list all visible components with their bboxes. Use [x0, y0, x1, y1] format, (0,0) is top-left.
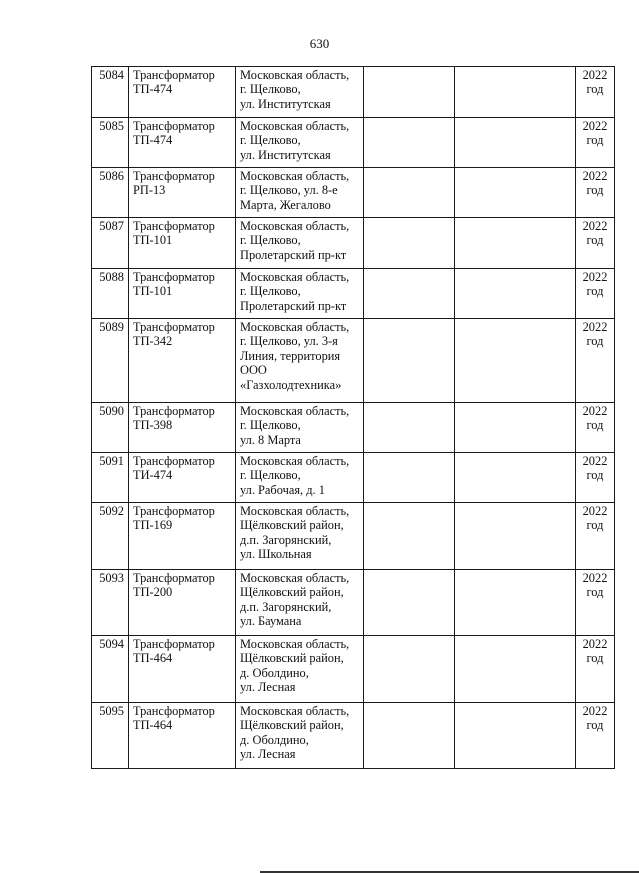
empty-cell: [455, 703, 576, 769]
object-name-cell: Трансформатор ТП-200: [129, 570, 236, 636]
table-row: [92, 269, 615, 319]
empty-cell: [364, 218, 455, 269]
row-number-cell: 5087: [92, 218, 129, 269]
empty-cell: [364, 636, 455, 703]
empty-cell: [455, 168, 576, 218]
empty-cell: [364, 118, 455, 168]
empty-cell: [455, 319, 576, 403]
year-cell: 2022 год: [576, 453, 615, 503]
address-cell: Московская область, г. Щелково, ул. Институтская: [236, 118, 364, 168]
address-cell: Московская область, г. Щелково, Пролетарский пр-кт: [236, 218, 364, 269]
year-cell: 2022 год: [576, 67, 615, 118]
year-cell: 2022 год: [576, 269, 615, 319]
table-row: [92, 453, 615, 503]
year-cell: 2022 год: [576, 118, 615, 168]
object-name-cell: Трансформатор ТП-398: [129, 403, 236, 453]
table-row: [92, 67, 615, 118]
address-cell: Московская область, г. Щелково, ул. 8-е Марта, Жегалово: [236, 168, 364, 218]
table-row: [92, 403, 615, 453]
year-cell: 2022 год: [576, 503, 615, 570]
empty-cell: [455, 503, 576, 570]
object-name-cell: Трансформатор ТП-342: [129, 319, 236, 403]
object-name-cell: Трансформатор ТП-101: [129, 218, 236, 269]
row-number-cell: 5095: [92, 703, 129, 769]
registry-table: [91, 66, 615, 769]
empty-cell: [364, 570, 455, 636]
table-row: [92, 118, 615, 168]
row-number-cell: 5085: [92, 118, 129, 168]
address-cell: Московская область, г. Щелково, ул. 3-я Линия, территория ООО «Газхолодтехника»: [236, 319, 364, 403]
address-cell: Московская область, г. Щелково, Пролетарский пр-кт: [236, 269, 364, 319]
table-row: [92, 319, 615, 403]
table-row: [92, 570, 615, 636]
address-cell: Московская область, г. Щелково, ул. 8 Марта: [236, 403, 364, 453]
object-name-cell: Трансформатор ТИ-474: [129, 453, 236, 503]
row-number-cell: 5086: [92, 168, 129, 218]
table-row: [92, 503, 615, 570]
object-name-cell: Трансформатор ТП-101: [129, 269, 236, 319]
table-row: [92, 218, 615, 269]
empty-cell: [455, 269, 576, 319]
row-number-cell: 5084: [92, 67, 129, 118]
year-cell: 2022 год: [576, 570, 615, 636]
empty-cell: [364, 403, 455, 453]
empty-cell: [455, 67, 576, 118]
row-number-cell: 5094: [92, 636, 129, 703]
row-number-cell: 5088: [92, 269, 129, 319]
empty-cell: [364, 168, 455, 218]
object-name-cell: Трансформатор ТП-464: [129, 703, 236, 769]
address-cell: Московская область, г. Щелково, ул. Институтская: [236, 67, 364, 118]
object-name-cell: Трансформатор ТП-169: [129, 503, 236, 570]
year-cell: 2022 год: [576, 636, 615, 703]
empty-cell: [364, 503, 455, 570]
row-number-cell: 5090: [92, 403, 129, 453]
object-name-cell: Трансформатор ТП-474: [129, 118, 236, 168]
row-number-cell: 5093: [92, 570, 129, 636]
year-cell: 2022 год: [576, 703, 615, 769]
empty-cell: [455, 570, 576, 636]
empty-cell: [455, 118, 576, 168]
empty-cell: [455, 218, 576, 269]
table-row: [92, 703, 615, 769]
empty-cell: [455, 453, 576, 503]
object-name-cell: Трансформатор РП-13: [129, 168, 236, 218]
address-cell: Московская область, Щёлковский район, д.п. Загорянский, ул. Баумана: [236, 570, 364, 636]
empty-cell: [364, 703, 455, 769]
row-number-cell: 5091: [92, 453, 129, 503]
object-name-cell: Трансформатор ТП-474: [129, 67, 236, 118]
empty-cell: [364, 319, 455, 403]
empty-cell: [455, 636, 576, 703]
address-cell: Московская область, Щёлковский район, д.п. Загорянский, ул. Школьная: [236, 503, 364, 570]
object-name-cell: Трансформатор ТП-464: [129, 636, 236, 703]
year-cell: 2022 год: [576, 168, 615, 218]
table-row: [92, 636, 615, 703]
address-cell: Московская область, г. Щелково, ул. Рабочая, д. 1: [236, 453, 364, 503]
address-cell: Московская область, Щёлковский район, д. Оболдино, ул. Лесная: [236, 636, 364, 703]
row-number-cell: 5092: [92, 503, 129, 570]
page-number: 630: [309, 36, 330, 51]
empty-cell: [364, 269, 455, 319]
year-cell: 2022 год: [576, 218, 615, 269]
table-row: [92, 168, 615, 218]
address-cell: Московская область, Щёлковский район, д. Оболдино, ул. Лесная: [236, 703, 364, 769]
empty-cell: [364, 453, 455, 503]
empty-cell: [455, 403, 576, 453]
empty-cell: [364, 67, 455, 118]
row-number-cell: 5089: [92, 319, 129, 403]
year-cell: 2022 год: [576, 403, 615, 453]
year-cell: 2022 год: [576, 319, 615, 403]
